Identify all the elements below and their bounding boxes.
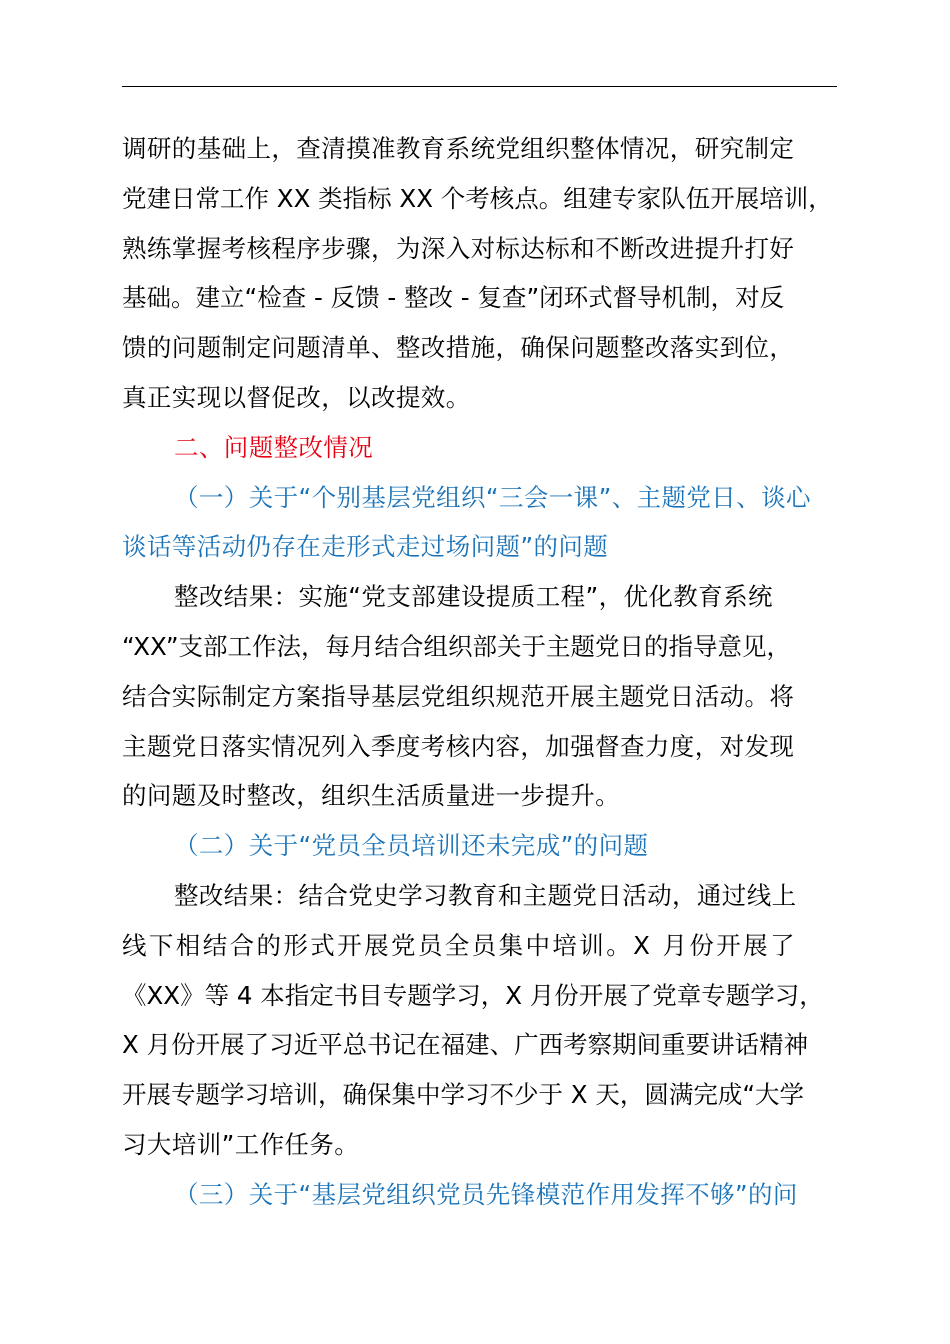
body-line: 熟练掌握考核程序步骤，为深入对标达标和不断改进提升打好: [122, 233, 795, 263]
header-rule: [122, 86, 837, 87]
body-line: 《XX》等 4 本指定书目专题学习，X 月份开展了党章专题学习，: [122, 980, 824, 1010]
body-line: X 月份开展了习近平总书记在福建、广西考察期间重要讲话精神: [122, 1030, 809, 1060]
body-line: 基础。建立“检查 - 反馈 - 整改 - 复查”闭环式督导机制，对反: [122, 283, 785, 313]
body-line: “XX”支部工作法，每月结合组织部关于主题党日的指导意见，: [122, 631, 792, 661]
body-line: 调研的基础上，查清摸准教育系统党组织整体情况，研究制定: [122, 134, 795, 163]
paragraph-first-line: 整改结果：实施“党支部建设提质工程”，优化教育系统: [174, 582, 773, 612]
body-line: 馈的问题制定问题清单、整改措施，确保问题整改落实到位，: [122, 333, 795, 363]
body-line: 开展专题学习培训，确保集中学习不少于 X 天，圆满完成“大学: [122, 1080, 805, 1110]
body-line: 主题党日落实情况列入季度考核内容，加强督查力度，对发现: [122, 731, 795, 761]
body-line: 党建日常工作 XX 类指标 XX 个考核点。组建专家队伍开展培训，: [122, 183, 833, 213]
section-heading: 二、问题整改情况: [174, 432, 374, 462]
body-line: 真正实现以督促改，以改提效。: [122, 382, 471, 412]
document-body: [122, 124, 852, 1220]
body-line: 结合实际制定方案指导基层党组织规范开展主题党日活动。将: [122, 681, 795, 711]
subsection-heading: （三）关于“基层党组织党员先锋模范作用发挥不够”的问: [174, 1179, 798, 1209]
body-line: 习大培训”工作任务。: [122, 1129, 360, 1159]
subsection-heading: （二）关于“党员全员培训还未完成”的问题: [174, 831, 649, 861]
subsection-heading: （一）关于“个别基层党组织“三会一课”、主题党日、谈心: [174, 482, 811, 512]
subsection-heading-cont: 谈话等活动仍存在走形式走过场问题”的问题: [122, 532, 609, 562]
body-line: 线下相结合的形式开展党员全员集中培训。X 月份开展了: [122, 930, 797, 960]
paragraph-first-line: 整改结果：结合党史学习教育和主题党日活动，通过线上: [174, 880, 797, 910]
body-line: 的问题及时整改，组织生活质量进一步提升。: [122, 781, 620, 811]
